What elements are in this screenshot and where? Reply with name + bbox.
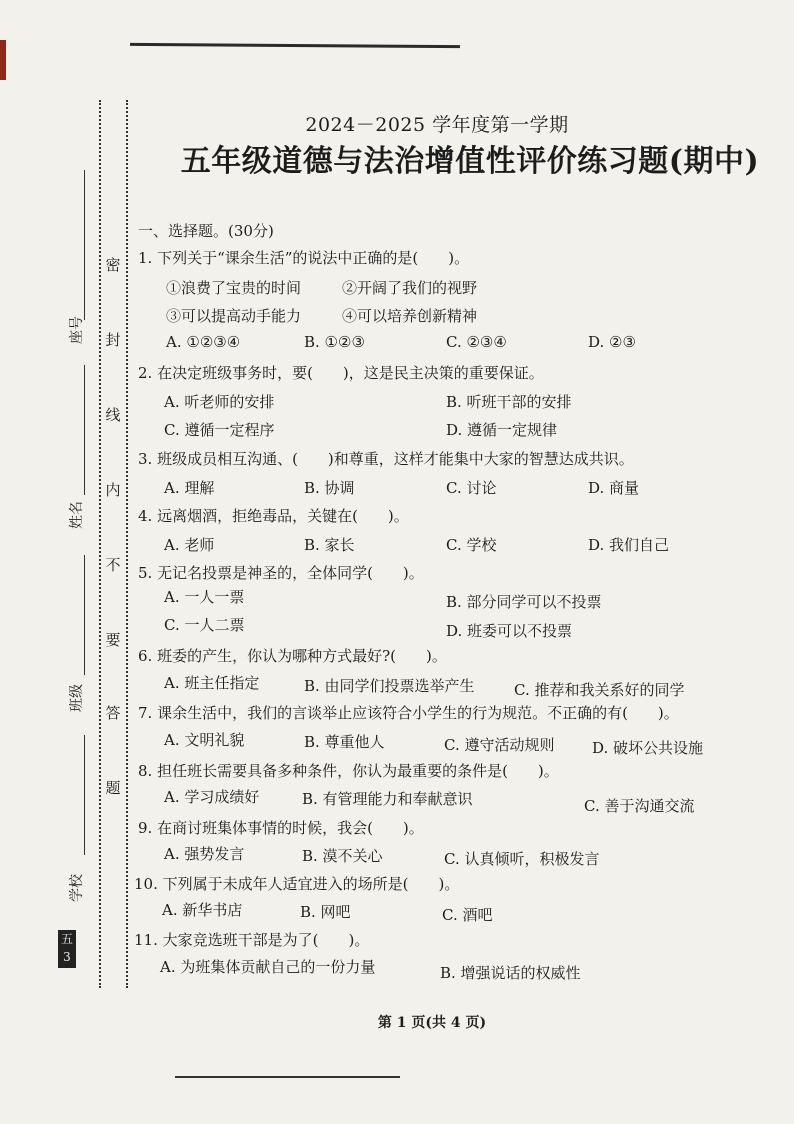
top-rule [130,43,460,48]
option[interactable]: A. 新华书店 [162,901,243,919]
seal-char: 题 [101,778,125,798]
seal-char: 不 [101,555,125,575]
binding-dotted-line-right [126,100,128,988]
option[interactable]: B. 增强说话的权威性 [440,964,581,982]
question-stem: 5. 无记名投票是神圣的，全体同学( )。 [138,564,424,582]
name-field-line[interactable] [84,365,85,495]
option[interactable]: C. 推荐和我关系好的同学 [514,681,685,699]
scan-edge-mark [0,40,6,80]
option[interactable]: D. ②③ [588,333,636,351]
question-stem: 9. 在商讨班集体事情的时候，我会( )。 [138,819,424,837]
option[interactable]: A. 班主任指定 [164,674,260,692]
question-stem: 4. 远离烟酒，拒绝毒品，关键在( )。 [138,507,409,525]
option[interactable]: C. 遵守活动规则 [444,736,555,754]
option[interactable]: B. 部分同学可以不投票 [446,593,602,611]
seal-char: 内 [101,480,125,500]
school-year: 2024－2025 学年度第一学期 [305,114,569,136]
option[interactable]: B. ①②③ [304,333,365,351]
page-number: 第 1 页(共 4 页) [377,1015,487,1031]
option[interactable]: A. 一人一票 [164,588,245,606]
option[interactable]: D. 我们自己 [588,536,670,554]
question-stem: 3. 班级成员相互沟通、( )和尊重，这样才能集中大家的智慧达成共识。 [138,450,634,468]
question-stem: 10. 下列属于未成年人适宜进入的场所是( )。 [134,875,460,893]
option[interactable]: D. 班委可以不投票 [446,622,573,640]
grade-tag [58,930,76,968]
question-stem: 2. 在决定班级事务时，要( )，这是民主决策的重要保证。 [138,364,544,382]
option[interactable]: C. 遵循一定程序 [164,421,275,439]
option[interactable]: C. 讨论 [446,479,497,497]
grade-tag-char: 五 [60,932,73,946]
question-stem: 8. 担任班长需要具备多种条件，你认为最重要的条件是( )。 [138,762,559,780]
binding-dotted-line-left [99,100,101,988]
option[interactable]: B. 家长 [304,536,355,554]
option[interactable]: B. 漠不关心 [302,847,383,865]
question-stem: 1. 下列关于“课余生活”的说法中正确的是( )。 [138,249,470,267]
option[interactable]: B. 网吧 [300,903,351,921]
question-stem: 6. 班委的产生，你认为哪种方式最好?( )。 [138,647,447,665]
seal-char: 要 [101,630,125,650]
name-label: 姓名 [69,501,85,529]
option[interactable]: A. 学习成绩好 [164,788,260,806]
option[interactable]: A. 为班集体贡献自己的一份力量 [160,958,376,976]
question-stem: 11. 大家竞选班干部是为了( )。 [134,931,370,949]
option[interactable]: B. 有管理能力和奉献意识 [302,790,473,808]
option[interactable]: A. 老师 [164,536,215,554]
option[interactable]: D. 破坏公共设施 [592,739,704,757]
option[interactable]: B. 听班干部的安排 [446,393,572,411]
seal-char: 封 [101,330,125,350]
option[interactable]: A. 听老师的安排 [164,393,275,411]
option[interactable]: C. 善于沟通交流 [584,797,695,815]
seat-field-line[interactable] [84,170,85,320]
grade-tag-num: 3 [63,950,71,964]
option[interactable]: A. 理解 [164,479,215,497]
statement: ④可以培养创新精神 [342,307,478,325]
option[interactable]: B. 协调 [304,479,355,497]
statement: ③可以提高动手能力 [166,307,302,325]
class-field-line[interactable] [84,555,85,675]
seal-char: 答 [101,703,125,723]
option[interactable]: C. 认真倾听，积极发言 [444,850,600,868]
section-title: 一、选择题。(30分) [138,222,274,240]
statement: ②开阔了我们的视野 [342,279,478,297]
option[interactable]: A. 强势发言 [164,845,245,863]
option[interactable]: C. 一人二票 [164,616,245,634]
school-label: 学校 [69,874,85,902]
option[interactable]: D. 遵循一定规律 [446,421,558,439]
option[interactable]: B. 尊重他人 [304,733,385,751]
school-field-line[interactable] [84,735,85,855]
option[interactable]: A. 文明礼貌 [164,731,245,749]
exam-title: 五年级道德与法治增值性评价练习题(期中) [180,144,760,179]
option[interactable]: C. ②③④ [446,333,507,351]
bottom-rule [175,1076,400,1078]
option[interactable]: A. ①②③④ [166,333,241,351]
question-stem: 7. 课余生活中，我们的言谈举止应该符合小学生的行为规范。不正确的有( )。 [138,704,679,722]
class-label: 班级 [69,684,85,712]
seat-label: 座号 [69,316,85,344]
seal-char: 密 [101,255,125,275]
option[interactable]: C. 学校 [446,536,497,554]
option[interactable]: B. 由同学们投票选举产生 [304,677,475,695]
option[interactable]: D. 商量 [588,479,640,497]
seal-char: 线 [101,405,125,425]
statement: ①浪费了宝贵的时间 [166,279,302,297]
option[interactable]: C. 酒吧 [442,906,493,924]
